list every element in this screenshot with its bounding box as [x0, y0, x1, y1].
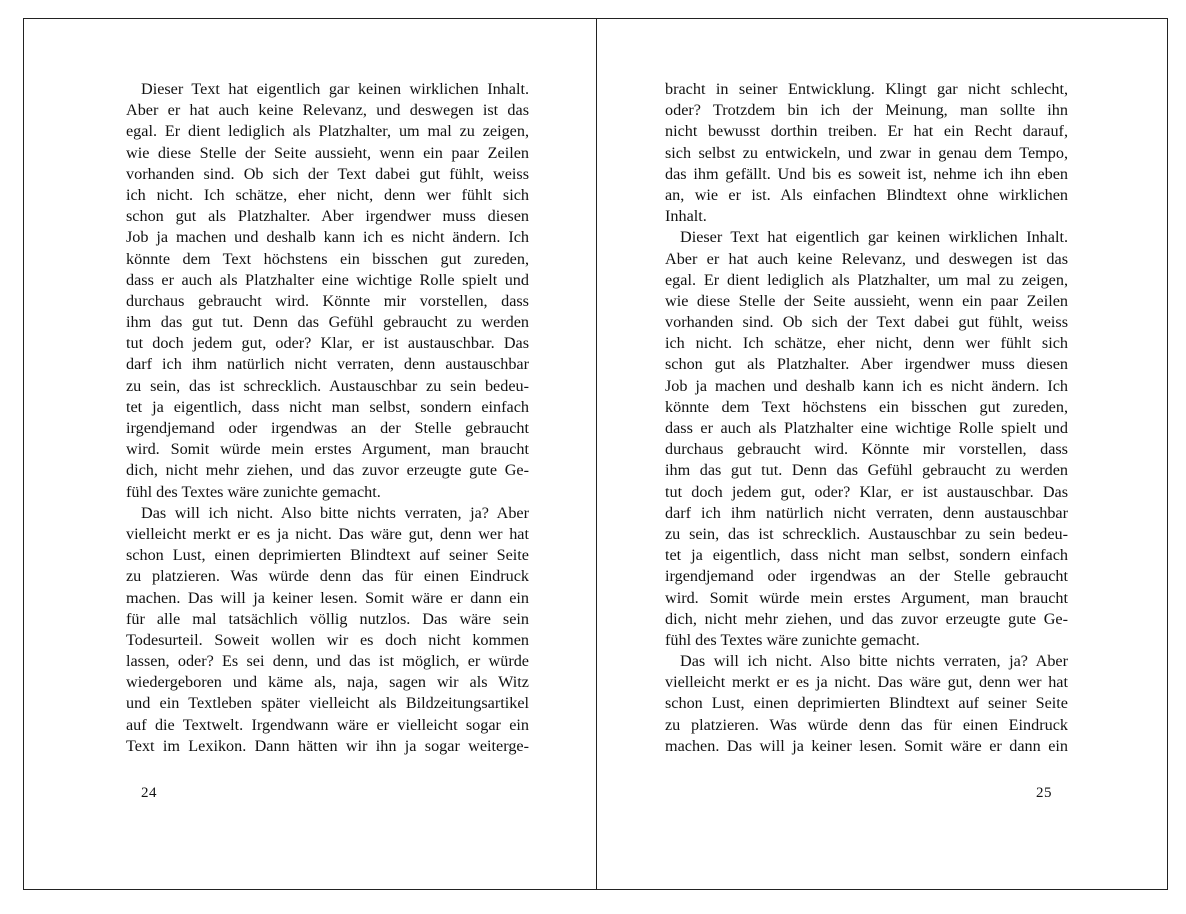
- text-line: das ihm gefällt. Und bis es soweit ist, nehme ich ihn eben: [665, 164, 1068, 183]
- text-line: könnte dem Text höchstens ein bisschen gut zureden,: [126, 249, 529, 268]
- text-line: vielleicht merkt er es ja nicht. Das wäre gut, denn wer hat: [126, 524, 529, 543]
- text-line: zu platzieren. Was würde denn das für einen Eindruck: [126, 567, 529, 586]
- left-page-number: 24: [141, 785, 157, 801]
- text-line: Job ja machen und deshalb kann ich es nicht ändern. Ich: [665, 376, 1068, 395]
- text-line: egal. Er dient lediglich als Platzhalter, um mal zu zeigen,: [126, 122, 529, 141]
- gutter-divider: [596, 18, 597, 890]
- right-page-number: 25: [1036, 785, 1052, 801]
- text-line: zu sein, das ist schrecklich. Austauschbar zu sein bedeu-: [665, 524, 1068, 543]
- text-line: wie diese Stelle der Seite aussieht, wenn ein paar Zeilen: [126, 143, 529, 162]
- text-line: oder? Trotzdem bin ich der Meinung, man sollte ihn: [665, 101, 1068, 120]
- text-line: Das will ich nicht. Also bitte nichts verraten, ja? Aber: [680, 652, 1068, 671]
- text-line: ich nicht. Ich schätze, eher nicht, denn wer fühlt sich: [665, 334, 1068, 353]
- text-line: fühl des Textes wäre zunichte gemacht.: [665, 630, 920, 649]
- text-line: Inhalt.: [665, 207, 707, 226]
- text-line: schon gut als Platzhalter. Aber irgendwer muss diesen: [665, 355, 1068, 374]
- text-line: irgendjemand oder irgendwas an der Stelle gebraucht: [126, 419, 529, 437]
- text-line: Das will ich nicht. Also bitte nichts verraten, ja? Aber: [141, 503, 529, 522]
- text-line: schon Lust, einen deprimierten Blindtext auf seiner Seite: [665, 694, 1068, 713]
- text-line: schon Lust, einen deprimierten Blindtext auf seiner Seite: [126, 546, 529, 565]
- text-line: wiedergeboren und käme als, naja, sagen wir als Witz: [126, 673, 529, 692]
- text-line: und ein Textleben später vielleicht als Bildzeitungsartikel: [126, 694, 529, 713]
- text-line: Aber er hat auch keine Relevanz, und deswegen ist das: [665, 249, 1068, 268]
- text-line: darf ich ihm natürlich nicht verraten, denn austauschbar: [665, 503, 1068, 522]
- text-line: könnte dem Text höchstens ein bisschen gut zureden,: [665, 397, 1068, 416]
- text-line: fühl des Textes wäre zunichte gemacht.: [126, 482, 381, 501]
- text-line: Text im Lexikon. Dann hätten wir ihn ja sogar weiterge-: [126, 736, 529, 755]
- text-line: lassen, oder? Es sei denn, und das ist möglich, er würde: [126, 652, 529, 671]
- text-line: darf ich ihm natürlich nicht verraten, denn austauschbar: [126, 355, 529, 374]
- text-line: irgendjemand oder irgendwas an der Stelle gebraucht: [665, 567, 1068, 586]
- text-line: machen. Das will ja keiner lesen. Somit wäre er dann ein: [665, 736, 1068, 755]
- text-line: Dieser Text hat eigentlich gar keinen wirklichen Inhalt.: [141, 80, 529, 98]
- text-line: tut doch jedem gut, oder? Klar, er ist austauschbar. Das: [126, 334, 529, 353]
- text-line: wird. Somit würde mein erstes Argument, man braucht: [126, 440, 529, 459]
- text-line: egal. Er dient lediglich als Platzhalter, um mal zu zeigen,: [665, 270, 1068, 289]
- text-line: tet ja eigentlich, dass nicht man selbst, sondern einfach: [126, 397, 529, 416]
- text-line: durchaus gebraucht wird. Könnte mir vorstellen, dass: [665, 440, 1068, 459]
- text-line: schon gut als Platzhalter. Aber irgendwer muss diesen: [126, 207, 529, 226]
- text-line: ihm das gut tut. Denn das Gefühl gebraucht zu werden: [665, 461, 1068, 480]
- text-line: bracht in seiner Entwicklung. Klingt gar nicht schlecht,: [665, 80, 1068, 98]
- text-line: dass er auch als Platzhalter eine wichtige Rolle spielt und: [126, 270, 529, 289]
- text-line: vielleicht merkt er es ja nicht. Das wäre gut, denn wer hat: [665, 673, 1068, 692]
- text-line: für alle mal tatsächlich völlig nutzlos. Das wäre sein: [126, 609, 529, 628]
- text-line: nicht bewusst dorthin treiben. Er hat ein Recht darauf,: [665, 122, 1068, 141]
- text-line: dich, nicht mehr ziehen, und das zuvor erzeugte gute Ge-: [665, 609, 1068, 628]
- text-line: zu sein, das ist schrecklich. Austauschbar zu sein bedeu-: [126, 376, 529, 395]
- text-line: Job ja machen und deshalb kann ich es nicht ändern. Ich: [126, 228, 529, 247]
- text-line: vorhanden sind. Ob sich der Text dabei gut fühlt, weiss: [665, 313, 1068, 332]
- text-line: wird. Somit würde mein erstes Argument, man braucht: [665, 588, 1068, 607]
- text-line: an, wie er ist. Als einfachen Blindtext ohne wirklichen: [665, 185, 1068, 204]
- text-line: durchaus gebraucht wird. Könnte mir vorstellen, dass: [126, 291, 529, 310]
- text-line: zu platzieren. Was würde denn das für einen Eindruck: [665, 715, 1068, 734]
- text-line: Todesurteil. Soweit wollen wir es doch nicht kommen: [126, 630, 529, 649]
- text-line: Dieser Text hat eigentlich gar keinen wirklichen Inhalt.: [680, 228, 1068, 247]
- text-line: machen. Das will ja keiner lesen. Somit wäre er dann ein: [126, 588, 529, 607]
- text-line: ihm das gut tut. Denn das Gefühl gebraucht zu werden: [126, 313, 529, 332]
- right-page-text: [665, 79, 1068, 757]
- text-line: tut doch jedem gut, oder? Klar, er ist austauschbar. Das: [665, 482, 1068, 501]
- text-line: ich nicht. Ich schätze, eher nicht, denn wer fühlt sich: [126, 185, 529, 204]
- text-line: tet ja eigentlich, dass nicht man selbst, sondern einfach: [665, 546, 1068, 565]
- text-line: dass er auch als Platzhalter eine wichtige Rolle spielt und: [665, 419, 1068, 437]
- text-line: sich selbst zu entwickeln, und zwar in genau dem Tempo,: [665, 143, 1068, 162]
- text-line: Aber er hat auch keine Relevanz, und deswegen ist das: [126, 101, 529, 120]
- text-line: wie diese Stelle der Seite aussieht, wenn ein paar Zeilen: [665, 291, 1068, 310]
- text-line: dich, nicht mehr ziehen, und das zuvor erzeugte gute Ge-: [126, 461, 529, 480]
- text-line: auf die Textwelt. Irgendwann wäre er vielleicht sogar ein: [126, 715, 529, 734]
- left-page-text: [126, 79, 529, 757]
- text-line: vorhanden sind. Ob sich der Text dabei gut fühlt, weiss: [126, 164, 529, 183]
